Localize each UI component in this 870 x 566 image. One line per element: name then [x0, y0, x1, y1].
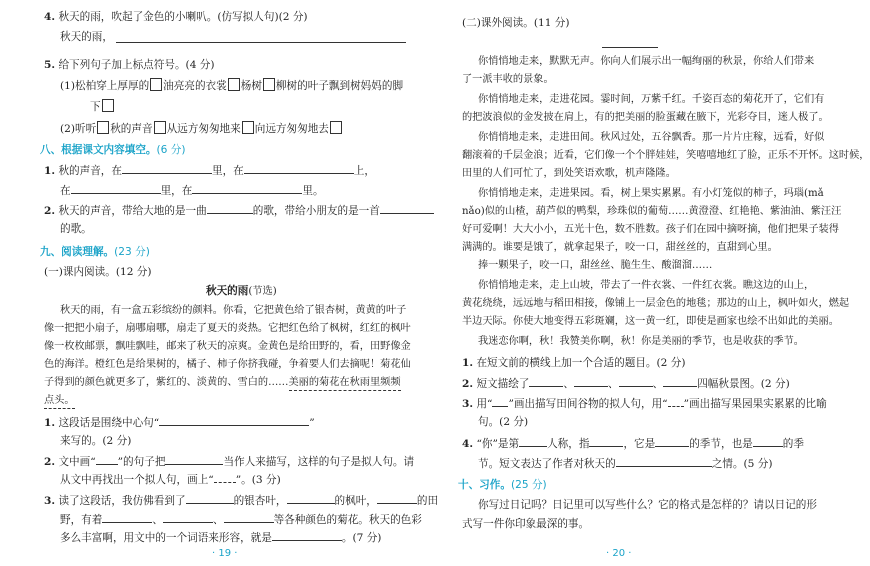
- blank[interactable]: [616, 456, 712, 467]
- r-passage-1: 你悄悄地走来，默默无声。你向人们展示出一幅绚丽的秋景，你给人们带来: [478, 56, 815, 67]
- blank[interactable]: [165, 454, 223, 465]
- blank[interactable]: [71, 183, 161, 194]
- r-passage-12: 捧一颗果子，咬一口，甜丝丝、脆生生、酸溜溜……: [478, 260, 713, 271]
- reading-q2: 2. 文中画“ ”的句子把 当作人来描写，这样的句子是拟人句。请: [44, 456, 415, 468]
- question-5-sentence-1: (1)松柏穿上厚厚的 油亮亮的衣裳 杨树 柳树的叶子飘到树妈妈的脚: [60, 80, 404, 92]
- blank[interactable]: [159, 415, 309, 426]
- reading-q3-line3: 多么丰富啊，用文中的一个词语来形容，就是 。(7 分): [60, 532, 382, 544]
- r-passage-2: 了一派丰收的景象。: [462, 74, 554, 85]
- blank[interactable]: [663, 376, 697, 387]
- wavy-line-sample: [214, 473, 236, 483]
- blank[interactable]: [96, 454, 118, 465]
- r-passage-11: 满满的。谁要是饿了，就拿起果子，咬一口，甜丝丝的，直甜到心里。: [462, 242, 778, 253]
- reading-q2-line2: 从文中再找出一个拟人句，画上“ ”。(3 分): [60, 474, 281, 486]
- punct-box[interactable]: [154, 121, 166, 134]
- blank[interactable]: [244, 163, 354, 174]
- page-number-right: · 20 ·: [606, 548, 632, 559]
- question-4: 4. 秋天的雨，吹起了金色的小喇叭。(仿写拟人句)(2 分): [44, 11, 308, 23]
- r-question-2: 2. 短文描绘了 、 、 、 四幅秋景图。(2 分): [462, 378, 790, 390]
- blank[interactable]: [619, 376, 653, 387]
- section-10-heading: 十、习作。(25 分): [458, 479, 547, 491]
- passage-line-6: 点头。: [44, 394, 75, 409]
- r-passage-3: 你悄悄地走来，走进花园。霎时间，万紫千红。千姿百态的菊花开了，它们有: [478, 94, 825, 105]
- blank[interactable]: [529, 376, 563, 387]
- punct-box[interactable]: [102, 99, 114, 112]
- wavy-line-sample: [668, 397, 684, 407]
- punct-box[interactable]: [150, 78, 162, 91]
- r-passage-5: 你悄悄地走来，走进田间。秋风过处，五谷飘香。那一片片庄稼，远看，好似: [478, 132, 825, 143]
- reading-sub-2: (二)课外阅读。(11 分): [462, 17, 570, 29]
- blank[interactable]: [377, 493, 417, 504]
- r-question-1: 1. 在短文前的横线上加一个合适的题目。(2 分): [462, 357, 686, 369]
- r-passage-9: nǎo)似的山楂，葫芦似的鸭梨，珍珠似的葡萄……黄澄澄、红艳艳、紫油油、紫汪汪: [462, 206, 842, 217]
- section-8-q2-line2: 的歌。: [60, 223, 92, 235]
- blank[interactable]: [122, 163, 212, 174]
- blank[interactable]: [574, 376, 608, 387]
- writing-prompt-1: 你写过日记吗？日记里可以写些什么？它的格式是怎样的？请以日记的形: [478, 499, 817, 511]
- blank[interactable]: [287, 493, 335, 504]
- writing-prompt-2: 式写一件你印象最深的事。: [462, 518, 590, 530]
- blank[interactable]: [102, 512, 152, 523]
- passage-title: 秋天的雨(节选): [206, 285, 277, 297]
- blank[interactable]: [519, 436, 547, 447]
- r-passage-13: 你悄悄地走来，走上山坡，带去了一件衣裳、一件红衣裳。瞧这边的山上，: [478, 280, 815, 291]
- reading-q1-line2: 来写的。(2 分): [60, 435, 132, 447]
- section-8-heading: 八、根据课文内容填空。(6 分): [40, 144, 186, 156]
- page-number-left: · 19 ·: [212, 548, 238, 559]
- question-5-sentence-2: (2)听听 秋的声音 从远方匆匆地来 向远方匆匆地去: [60, 121, 343, 136]
- blank[interactable]: [272, 530, 342, 541]
- r-passage-14: 黄花绕绕，远远地与稻田相接，像铺上一层金色的地毯；那边的山上，枫叶如火，燃起: [462, 298, 850, 309]
- title-blank-line[interactable]: [602, 47, 658, 48]
- r-question-4: 4. “你”是第 人称，指 ，它是 的季节，也是 的季: [462, 438, 804, 450]
- blank[interactable]: [224, 512, 274, 523]
- blank[interactable]: [192, 183, 302, 194]
- blank[interactable]: [753, 436, 783, 447]
- reading-q3: 3. 读了这段话，我仿佛看到了 的银杏叶， 的枫叶， 的田: [44, 495, 439, 507]
- punct-box[interactable]: [97, 121, 109, 134]
- r-passage-7: 田里的人们可忙了，到处笑语欢歌，机声隆隆。: [462, 168, 676, 179]
- section-8-q1: 1. 秋的声音，在 里，在 上，: [44, 165, 375, 177]
- section-9-heading: 九、阅读理解。(23 分): [40, 246, 150, 258]
- r-passage-10: 好可爱啊！大大小小，五光十色，数不胜数。孩子们在园中摘呀摘，他们把果子装得: [462, 224, 839, 235]
- r-passage-8: 你悄悄地走来，走进果园。看，树上果实累累。有小灯笼似的柿子，玛瑙(mǎ: [478, 188, 824, 199]
- punct-box[interactable]: [330, 121, 342, 134]
- passage-line-2: 像一把把小扇子，扇哪扇哪，扇走了夏天的炎热。它把红色给了枫树，红红的枫叶: [44, 323, 411, 334]
- r-passage-15: 半边天际。你使大地变得五彩斑斓，这一黄一红，即使是画家也绘不出如此的美丽。: [462, 316, 839, 327]
- answer-line[interactable]: [116, 42, 406, 43]
- question-5: 5. 给下列句子加上标点符号。(4 分): [44, 59, 215, 71]
- blank[interactable]: [589, 436, 623, 447]
- section-8-q1-line2: 在 里，在 里。: [60, 185, 324, 197]
- blank[interactable]: [163, 512, 213, 523]
- punct-box[interactable]: [242, 121, 254, 134]
- r-passage-6: 翻滚着的千层金浪；近看，它们像一个个胖娃娃，笑嘻嘻地红了脸，正乐不开怀。这时候，: [462, 150, 870, 161]
- passage-line-5: 子得到的颜色就更多了，紫红的、淡黄的、雪白的……美丽的菊花在秋雨里频频: [44, 376, 401, 391]
- punct-box[interactable]: [263, 78, 275, 91]
- right-page: [458, 0, 870, 566]
- r-question-4-line2: 节。短文表达了作者对秋天的 之情。(5 分): [478, 458, 773, 470]
- reading-q3-line2: 野，有着 、 、 等各种颜色的菊花。秋天的色彩: [60, 514, 422, 526]
- reading-sub-1: (一)课内阅读。(12 分): [44, 266, 152, 278]
- blank[interactable]: [186, 493, 234, 504]
- reading-q1: 1. 这段话是围绕中心句“ ”: [44, 417, 315, 429]
- r-passage-4: 的把波浪似的金发披在肩上，有的把美丽的脸蛋藏在腋下，光彩夺目，迷人极了。: [462, 112, 829, 123]
- blank[interactable]: [380, 203, 434, 214]
- passage-line-3: 像一枚枚邮票，飘哇飘哇，邮来了秋天的凉爽。金黄色是给田野的，看，田野像金: [44, 341, 411, 352]
- passage-line-4: 色的海洋。橙红色是给果树的，橘子、柿子你挤我碰，争着要人们去摘呢！菊花仙: [44, 359, 411, 370]
- left-page: [40, 0, 439, 566]
- r-passage-16: 我迷恋你啊，秋！我赞美你啊，秋！你是美丽的季节，也是收获的季节。: [478, 336, 804, 347]
- r-question-3-line2: 句。(2 分): [478, 416, 529, 428]
- r-question-3: 3. 用“ ”画出描写田间谷物的拟人句，用“ ”画出描写果园果实累累的比喻: [462, 398, 827, 410]
- line-sample: [492, 396, 508, 407]
- section-8-q2: 2. 秋天的声音，带给大地的是一曲 的歌，带给小朋友的是一首: [44, 203, 434, 218]
- question-5-sentence-1-end: 下: [90, 99, 115, 114]
- punct-box[interactable]: [228, 78, 240, 91]
- blank[interactable]: [655, 436, 689, 447]
- passage-line-1: 秋天的雨，有一盒五彩缤纷的颜料。你看，它把黄色给了银杏树，黄黄的叶子: [60, 305, 407, 316]
- blank[interactable]: [207, 203, 253, 214]
- question-4-answer: 秋天的雨，: [60, 31, 113, 43]
